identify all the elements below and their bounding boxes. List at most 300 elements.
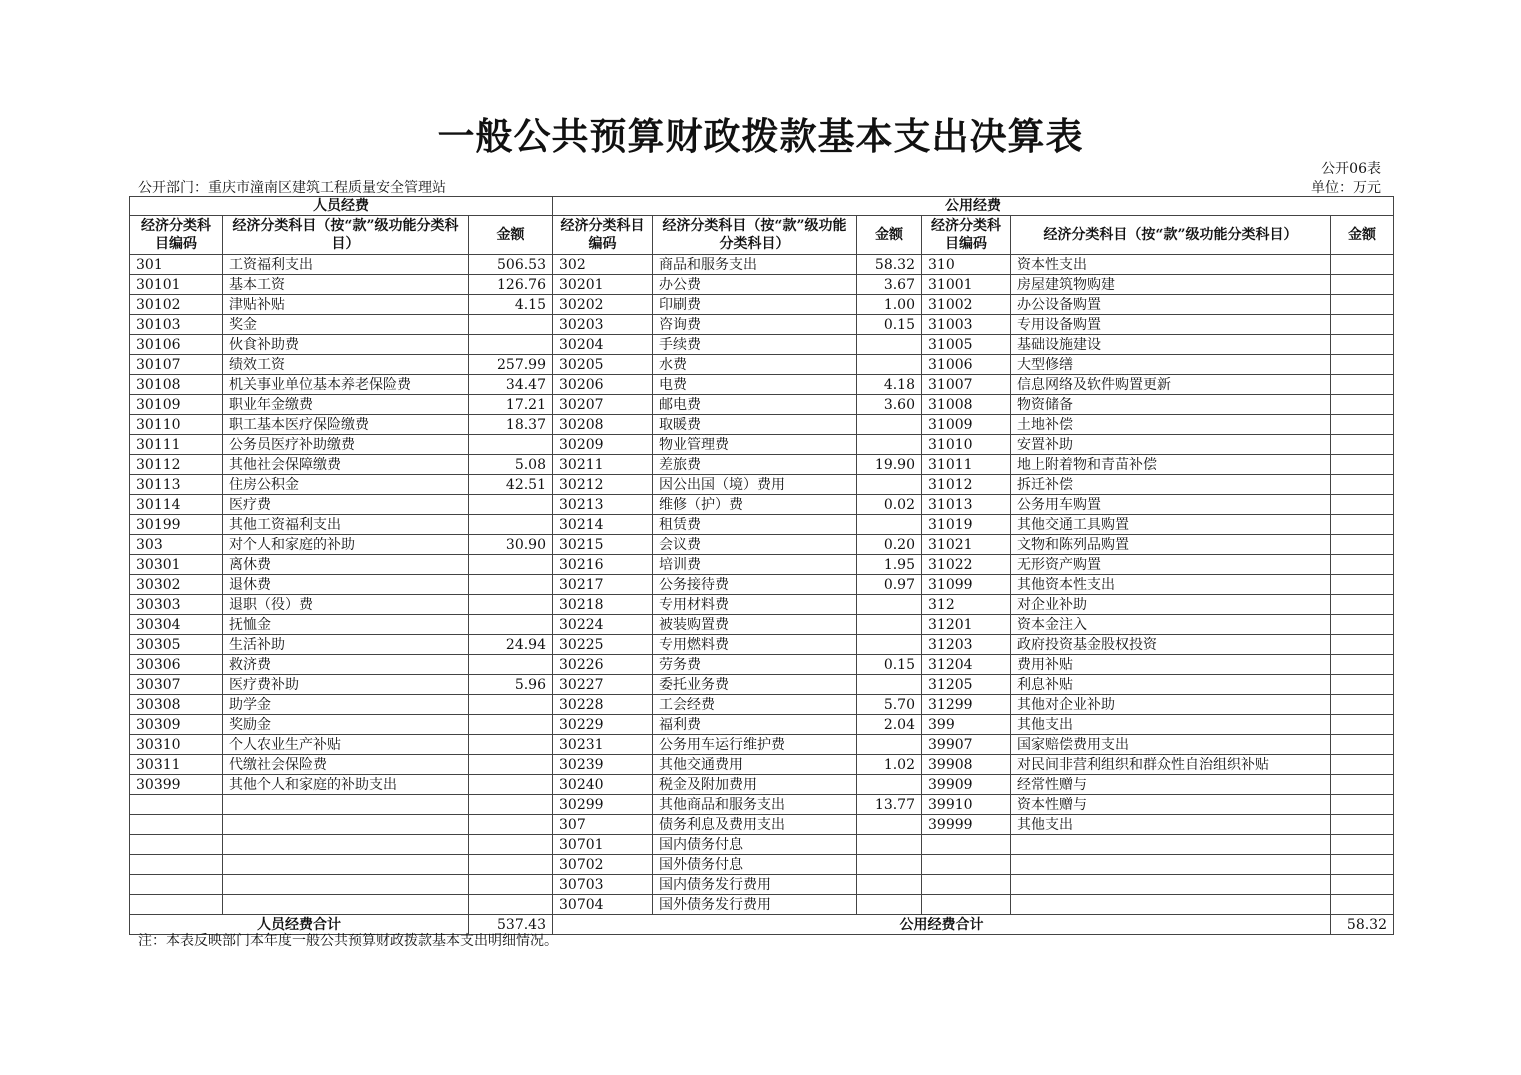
personnel-code: 30101 xyxy=(130,275,223,295)
public-item: 国外债务付息 xyxy=(653,855,857,875)
capital-code: 31003 xyxy=(922,315,1011,335)
personnel-item: 助学金 xyxy=(223,695,469,715)
public-item: 取暖费 xyxy=(653,415,857,435)
public-amount: 13.77 xyxy=(857,795,922,815)
capital-code: 31013 xyxy=(922,495,1011,515)
capital-amount xyxy=(1331,475,1394,495)
public-item: 商品和服务支出 xyxy=(653,255,857,275)
public-item: 咨询费 xyxy=(653,315,857,335)
personnel-item xyxy=(223,795,469,815)
public-item: 印刷费 xyxy=(653,295,857,315)
public-code: 30239 xyxy=(553,755,653,775)
capital-code: 31002 xyxy=(922,295,1011,315)
capital-item: 对民间非营利组织和群众性自治组织补贴 xyxy=(1011,755,1331,775)
table-row xyxy=(130,295,1394,315)
public-amount: 4.18 xyxy=(857,375,922,395)
capital-code: 31021 xyxy=(922,535,1011,555)
col-header-code: 经济分类科目编码 xyxy=(130,216,223,255)
personnel-code: 301 xyxy=(130,255,223,275)
col-header-name: 经济分类科目（按“款”级功能分类科目） xyxy=(1011,216,1331,255)
table-row xyxy=(130,815,1394,835)
public-amount: 0.15 xyxy=(857,315,922,335)
public-code: 302 xyxy=(553,255,653,275)
public-amount: 1.95 xyxy=(857,555,922,575)
capital-item: 政府投资基金股权投资 xyxy=(1011,635,1331,655)
capital-amount xyxy=(1331,755,1394,775)
capital-item xyxy=(1011,835,1331,855)
table-row xyxy=(130,535,1394,555)
public-item: 被装购置费 xyxy=(653,615,857,635)
public-code: 30299 xyxy=(553,795,653,815)
capital-amount xyxy=(1331,815,1394,835)
public-item: 租赁费 xyxy=(653,515,857,535)
public-item: 国外债务发行费用 xyxy=(653,895,857,915)
public-item: 维修（护）费 xyxy=(653,495,857,515)
personnel-item: 伙食补助费 xyxy=(223,335,469,355)
capital-code: 31008 xyxy=(922,395,1011,415)
table-row xyxy=(130,255,1394,275)
public-code: 30203 xyxy=(553,315,653,335)
capital-amount xyxy=(1331,535,1394,555)
capital-item: 经常性赠与 xyxy=(1011,775,1331,795)
public-code: 30702 xyxy=(553,855,653,875)
public-item: 培训费 xyxy=(653,555,857,575)
capital-item: 费用补贴 xyxy=(1011,655,1331,675)
personnel-item: 个人农业生产补贴 xyxy=(223,735,469,755)
capital-amount xyxy=(1331,495,1394,515)
personnel-item: 退休费 xyxy=(223,575,469,595)
public-code: 30205 xyxy=(553,355,653,375)
public-item: 专用材料费 xyxy=(653,595,857,615)
col-header-amount: 金额 xyxy=(857,216,922,255)
public-amount: 0.97 xyxy=(857,575,922,595)
personnel-item: 医疗费 xyxy=(223,495,469,515)
public-item: 水费 xyxy=(653,355,857,375)
capital-amount xyxy=(1331,595,1394,615)
table-row xyxy=(130,695,1394,715)
public-item: 会议费 xyxy=(653,535,857,555)
personnel-amount: 5.08 xyxy=(469,455,553,475)
capital-code: 31099 xyxy=(922,575,1011,595)
personnel-item: 职业年金缴费 xyxy=(223,395,469,415)
table-row xyxy=(130,675,1394,695)
public-item: 国内债务发行费用 xyxy=(653,875,857,895)
table-row xyxy=(130,755,1394,775)
public-code: 307 xyxy=(553,815,653,835)
capital-item: 公务用车购置 xyxy=(1011,495,1331,515)
capital-amount xyxy=(1331,295,1394,315)
public-item: 其他交通费用 xyxy=(653,755,857,775)
capital-item xyxy=(1011,855,1331,875)
public-amount: 3.67 xyxy=(857,275,922,295)
public-code: 30204 xyxy=(553,335,653,355)
personnel-amount: 18.37 xyxy=(469,415,553,435)
personnel-amount: 42.51 xyxy=(469,475,553,495)
personnel-amount: 24.94 xyxy=(469,635,553,655)
personnel-code xyxy=(130,855,223,875)
personnel-code: 30308 xyxy=(130,695,223,715)
capital-amount xyxy=(1331,615,1394,635)
personnel-amount xyxy=(469,335,553,355)
capital-item: 其他支出 xyxy=(1011,815,1331,835)
personnel-item: 奖励金 xyxy=(223,715,469,735)
public-amount xyxy=(857,415,922,435)
table-row xyxy=(130,495,1394,515)
personnel-item: 其他个人和家庭的补助支出 xyxy=(223,775,469,795)
personnel-code: 303 xyxy=(130,535,223,555)
public-amount: 2.04 xyxy=(857,715,922,735)
capital-amount xyxy=(1331,895,1394,915)
personnel-item: 其他社会保障缴费 xyxy=(223,455,469,475)
personnel-amount xyxy=(469,875,553,895)
public-code: 30216 xyxy=(553,555,653,575)
personnel-code: 30304 xyxy=(130,615,223,635)
capital-amount xyxy=(1331,715,1394,735)
personnel-item: 机关事业单位基本养老保险费 xyxy=(223,375,469,395)
capital-code: 31011 xyxy=(922,455,1011,475)
capital-code: 31007 xyxy=(922,375,1011,395)
capital-code: 31022 xyxy=(922,555,1011,575)
public-item: 电费 xyxy=(653,375,857,395)
public-code: 30214 xyxy=(553,515,653,535)
personnel-amount xyxy=(469,815,553,835)
public-group-header: 公用经费 xyxy=(553,197,1394,216)
capital-item: 资本金注入 xyxy=(1011,615,1331,635)
personnel-amount xyxy=(469,835,553,855)
capital-amount xyxy=(1331,515,1394,535)
capital-item: 利息补贴 xyxy=(1011,675,1331,695)
personnel-item: 救济费 xyxy=(223,655,469,675)
capital-code: 31006 xyxy=(922,355,1011,375)
personnel-code: 30399 xyxy=(130,775,223,795)
personnel-item: 对个人和家庭的补助 xyxy=(223,535,469,555)
personnel-amount: 30.90 xyxy=(469,535,553,555)
table-row xyxy=(130,515,1394,535)
capital-item: 专用设备购置 xyxy=(1011,315,1331,335)
capital-code xyxy=(922,855,1011,875)
personnel-amount xyxy=(469,315,553,335)
capital-item: 无形资产购置 xyxy=(1011,555,1331,575)
public-amount: 0.20 xyxy=(857,535,922,555)
table-row xyxy=(130,655,1394,675)
personnel-item: 职工基本医疗保险缴费 xyxy=(223,415,469,435)
personnel-code: 30109 xyxy=(130,395,223,415)
public-amount xyxy=(857,635,922,655)
personnel-code: 30309 xyxy=(130,715,223,735)
personnel-amount: 4.15 xyxy=(469,295,553,315)
table-row xyxy=(130,475,1394,495)
personnel-amount xyxy=(469,855,553,875)
public-item: 劳务费 xyxy=(653,655,857,675)
public-amount xyxy=(857,735,922,755)
table-row xyxy=(130,555,1394,575)
public-amount xyxy=(857,355,922,375)
personnel-code: 30113 xyxy=(130,475,223,495)
public-item: 工会经费 xyxy=(653,695,857,715)
personnel-item: 奖金 xyxy=(223,315,469,335)
table-row xyxy=(130,455,1394,475)
capital-code: 31299 xyxy=(922,695,1011,715)
public-code: 30240 xyxy=(553,775,653,795)
capital-code: 31204 xyxy=(922,655,1011,675)
personnel-item xyxy=(223,875,469,895)
personnel-item: 离休费 xyxy=(223,555,469,575)
capital-item: 其他交通工具购置 xyxy=(1011,515,1331,535)
personnel-amount xyxy=(469,655,553,675)
capital-item xyxy=(1011,875,1331,895)
public-amount xyxy=(857,595,922,615)
capital-item: 基础设施建设 xyxy=(1011,335,1331,355)
public-code: 30209 xyxy=(553,435,653,455)
public-amount xyxy=(857,775,922,795)
personnel-item xyxy=(223,855,469,875)
personnel-code: 30303 xyxy=(130,595,223,615)
personnel-code: 30112 xyxy=(130,455,223,475)
col-header-amount: 金额 xyxy=(469,216,553,255)
public-item: 公务接待费 xyxy=(653,575,857,595)
personnel-code: 30305 xyxy=(130,635,223,655)
capital-item: 办公设备购置 xyxy=(1011,295,1331,315)
capital-item: 房屋建筑物购建 xyxy=(1011,275,1331,295)
personnel-amount xyxy=(469,735,553,755)
public-item: 专用燃料费 xyxy=(653,635,857,655)
capital-code xyxy=(922,835,1011,855)
personnel-code xyxy=(130,835,223,855)
capital-code: 39999 xyxy=(922,815,1011,835)
department-label: 公开部门：重庆市潼南区建筑工程质量安全管理站 xyxy=(138,180,446,196)
public-code: 30215 xyxy=(553,535,653,555)
public-amount: 58.32 xyxy=(857,255,922,275)
public-item: 手续费 xyxy=(653,335,857,355)
capital-code: 31201 xyxy=(922,615,1011,635)
personnel-item: 抚恤金 xyxy=(223,615,469,635)
public-amount: 1.00 xyxy=(857,295,922,315)
personnel-code: 30199 xyxy=(130,515,223,535)
table-row xyxy=(130,795,1394,815)
public-code: 30704 xyxy=(553,895,653,915)
personnel-code xyxy=(130,815,223,835)
capital-amount xyxy=(1331,735,1394,755)
personnel-amount xyxy=(469,775,553,795)
personnel-amount xyxy=(469,495,553,515)
personnel-amount: 126.76 xyxy=(469,275,553,295)
capital-amount xyxy=(1331,675,1394,695)
capital-code: 39910 xyxy=(922,795,1011,815)
table-row xyxy=(130,855,1394,875)
capital-item: 拆迁补偿 xyxy=(1011,475,1331,495)
public-amount: 0.15 xyxy=(857,655,922,675)
capital-item: 其他资本性支出 xyxy=(1011,575,1331,595)
table-row xyxy=(130,415,1394,435)
capital-code: 31005 xyxy=(922,335,1011,355)
personnel-amount: 506.53 xyxy=(469,255,553,275)
table-row xyxy=(130,315,1394,335)
capital-item: 物资储备 xyxy=(1011,395,1331,415)
personnel-amount xyxy=(469,715,553,735)
capital-amount xyxy=(1331,775,1394,795)
capital-code: 31012 xyxy=(922,475,1011,495)
personnel-code: 30307 xyxy=(130,675,223,695)
personnel-item: 基本工资 xyxy=(223,275,469,295)
public-item: 债务利息及费用支出 xyxy=(653,815,857,835)
capital-item: 大型修缮 xyxy=(1011,355,1331,375)
personnel-item: 绩效工资 xyxy=(223,355,469,375)
capital-amount xyxy=(1331,255,1394,275)
public-code: 30211 xyxy=(553,455,653,475)
personnel-item: 医疗费补助 xyxy=(223,675,469,695)
capital-code: 39907 xyxy=(922,735,1011,755)
table-row xyxy=(130,615,1394,635)
personnel-item: 津贴补贴 xyxy=(223,295,469,315)
col-header-name: 经济分类科目（按“款”级功能分类科目） xyxy=(223,216,469,255)
col-header-code: 经济分类科目编码 xyxy=(553,216,653,255)
page-title: 一般公共预算财政拨款基本支出决算表 xyxy=(437,115,1084,158)
personnel-amount xyxy=(469,615,553,635)
capital-code: 31001 xyxy=(922,275,1011,295)
personnel-item xyxy=(223,815,469,835)
capital-code: 312 xyxy=(922,595,1011,615)
public-code: 30231 xyxy=(553,735,653,755)
personnel-amount xyxy=(469,795,553,815)
personnel-amount xyxy=(469,755,553,775)
personnel-amount xyxy=(469,435,553,455)
public-amount: 1.02 xyxy=(857,755,922,775)
public-item: 国内债务付息 xyxy=(653,835,857,855)
table-row xyxy=(130,895,1394,915)
capital-amount xyxy=(1331,555,1394,575)
public-amount xyxy=(857,895,922,915)
public-code: 30217 xyxy=(553,575,653,595)
personnel-total-label: 人员经费合计 xyxy=(130,915,469,935)
public-code: 30227 xyxy=(553,675,653,695)
public-code: 30225 xyxy=(553,635,653,655)
personnel-code: 30110 xyxy=(130,415,223,435)
personnel-code: 30301 xyxy=(130,555,223,575)
public-code: 30207 xyxy=(553,395,653,415)
public-code: 30212 xyxy=(553,475,653,495)
table-row xyxy=(130,635,1394,655)
public-item: 邮电费 xyxy=(653,395,857,415)
personnel-amount: 5.96 xyxy=(469,675,553,695)
personnel-total-amount: 537.43 xyxy=(469,915,553,935)
public-item: 其他商品和服务支出 xyxy=(653,795,857,815)
personnel-item: 住房公积金 xyxy=(223,475,469,495)
public-item: 办公费 xyxy=(653,275,857,295)
personnel-amount xyxy=(469,555,553,575)
personnel-code: 30311 xyxy=(130,755,223,775)
table-row xyxy=(130,835,1394,855)
personnel-item: 工资福利支出 xyxy=(223,255,469,275)
public-item: 物业管理费 xyxy=(653,435,857,455)
personnel-amount: 257.99 xyxy=(469,355,553,375)
personnel-code: 30302 xyxy=(130,575,223,595)
footnote: 注：本表反映部门本年度一般公共预算财政拨款基本支出明细情况。 xyxy=(138,933,558,949)
capital-amount xyxy=(1331,335,1394,355)
table-row xyxy=(130,875,1394,895)
table-row xyxy=(130,435,1394,455)
public-item: 差旅费 xyxy=(653,455,857,475)
personnel-code xyxy=(130,795,223,815)
public-amount xyxy=(857,615,922,635)
capital-amount xyxy=(1331,395,1394,415)
table-number: 公开06表 xyxy=(1321,161,1381,177)
capital-code: 310 xyxy=(922,255,1011,275)
personnel-code: 30306 xyxy=(130,655,223,675)
public-total-amount: 58.32 xyxy=(1331,915,1394,935)
personnel-item: 公务员医疗补助缴费 xyxy=(223,435,469,455)
personnel-group-header: 人员经费 xyxy=(130,197,553,216)
capital-code: 31019 xyxy=(922,515,1011,535)
public-item: 公务用车运行维护费 xyxy=(653,735,857,755)
personnel-item: 生活补助 xyxy=(223,635,469,655)
public-code: 30703 xyxy=(553,875,653,895)
personnel-item: 其他工资福利支出 xyxy=(223,515,469,535)
personnel-amount: 17.21 xyxy=(469,395,553,415)
personnel-item xyxy=(223,895,469,915)
col-header-code: 经济分类科目编码 xyxy=(922,216,1011,255)
personnel-code: 30108 xyxy=(130,375,223,395)
capital-amount xyxy=(1331,415,1394,435)
public-code: 30229 xyxy=(553,715,653,735)
personnel-code: 30107 xyxy=(130,355,223,375)
personnel-amount: 34.47 xyxy=(469,375,553,395)
capital-item: 安置补助 xyxy=(1011,435,1331,455)
personnel-amount xyxy=(469,895,553,915)
capital-amount xyxy=(1331,435,1394,455)
public-amount xyxy=(857,435,922,455)
capital-item xyxy=(1011,895,1331,915)
capital-item: 信息网络及软件购置更新 xyxy=(1011,375,1331,395)
capital-item: 土地补偿 xyxy=(1011,415,1331,435)
public-item: 福利费 xyxy=(653,715,857,735)
public-item: 因公出国（境）费用 xyxy=(653,475,857,495)
capital-code xyxy=(922,895,1011,915)
personnel-code: 30310 xyxy=(130,735,223,755)
public-amount xyxy=(857,675,922,695)
personnel-code xyxy=(130,875,223,895)
table-row xyxy=(130,735,1394,755)
public-item: 委托业务费 xyxy=(653,675,857,695)
capital-item: 其他对企业补助 xyxy=(1011,695,1331,715)
capital-code xyxy=(922,875,1011,895)
capital-amount xyxy=(1331,275,1394,295)
capital-amount xyxy=(1331,875,1394,895)
table-row xyxy=(130,395,1394,415)
public-amount xyxy=(857,815,922,835)
capital-amount xyxy=(1331,455,1394,475)
personnel-code: 30106 xyxy=(130,335,223,355)
public-code: 30218 xyxy=(553,595,653,615)
public-amount: 3.60 xyxy=(857,395,922,415)
public-total-label: 公用经费合计 xyxy=(553,915,1331,935)
capital-amount xyxy=(1331,635,1394,655)
table-row xyxy=(130,355,1394,375)
public-item: 税金及附加费用 xyxy=(653,775,857,795)
public-code: 30224 xyxy=(553,615,653,635)
personnel-item xyxy=(223,835,469,855)
public-code: 30701 xyxy=(553,835,653,855)
public-code: 30228 xyxy=(553,695,653,715)
table-row xyxy=(130,375,1394,395)
personnel-code: 30111 xyxy=(130,435,223,455)
capital-code: 39909 xyxy=(922,775,1011,795)
capital-amount xyxy=(1331,375,1394,395)
capital-amount xyxy=(1331,855,1394,875)
personnel-amount xyxy=(469,575,553,595)
public-amount xyxy=(857,875,922,895)
public-amount: 5.70 xyxy=(857,695,922,715)
table-row xyxy=(130,335,1394,355)
